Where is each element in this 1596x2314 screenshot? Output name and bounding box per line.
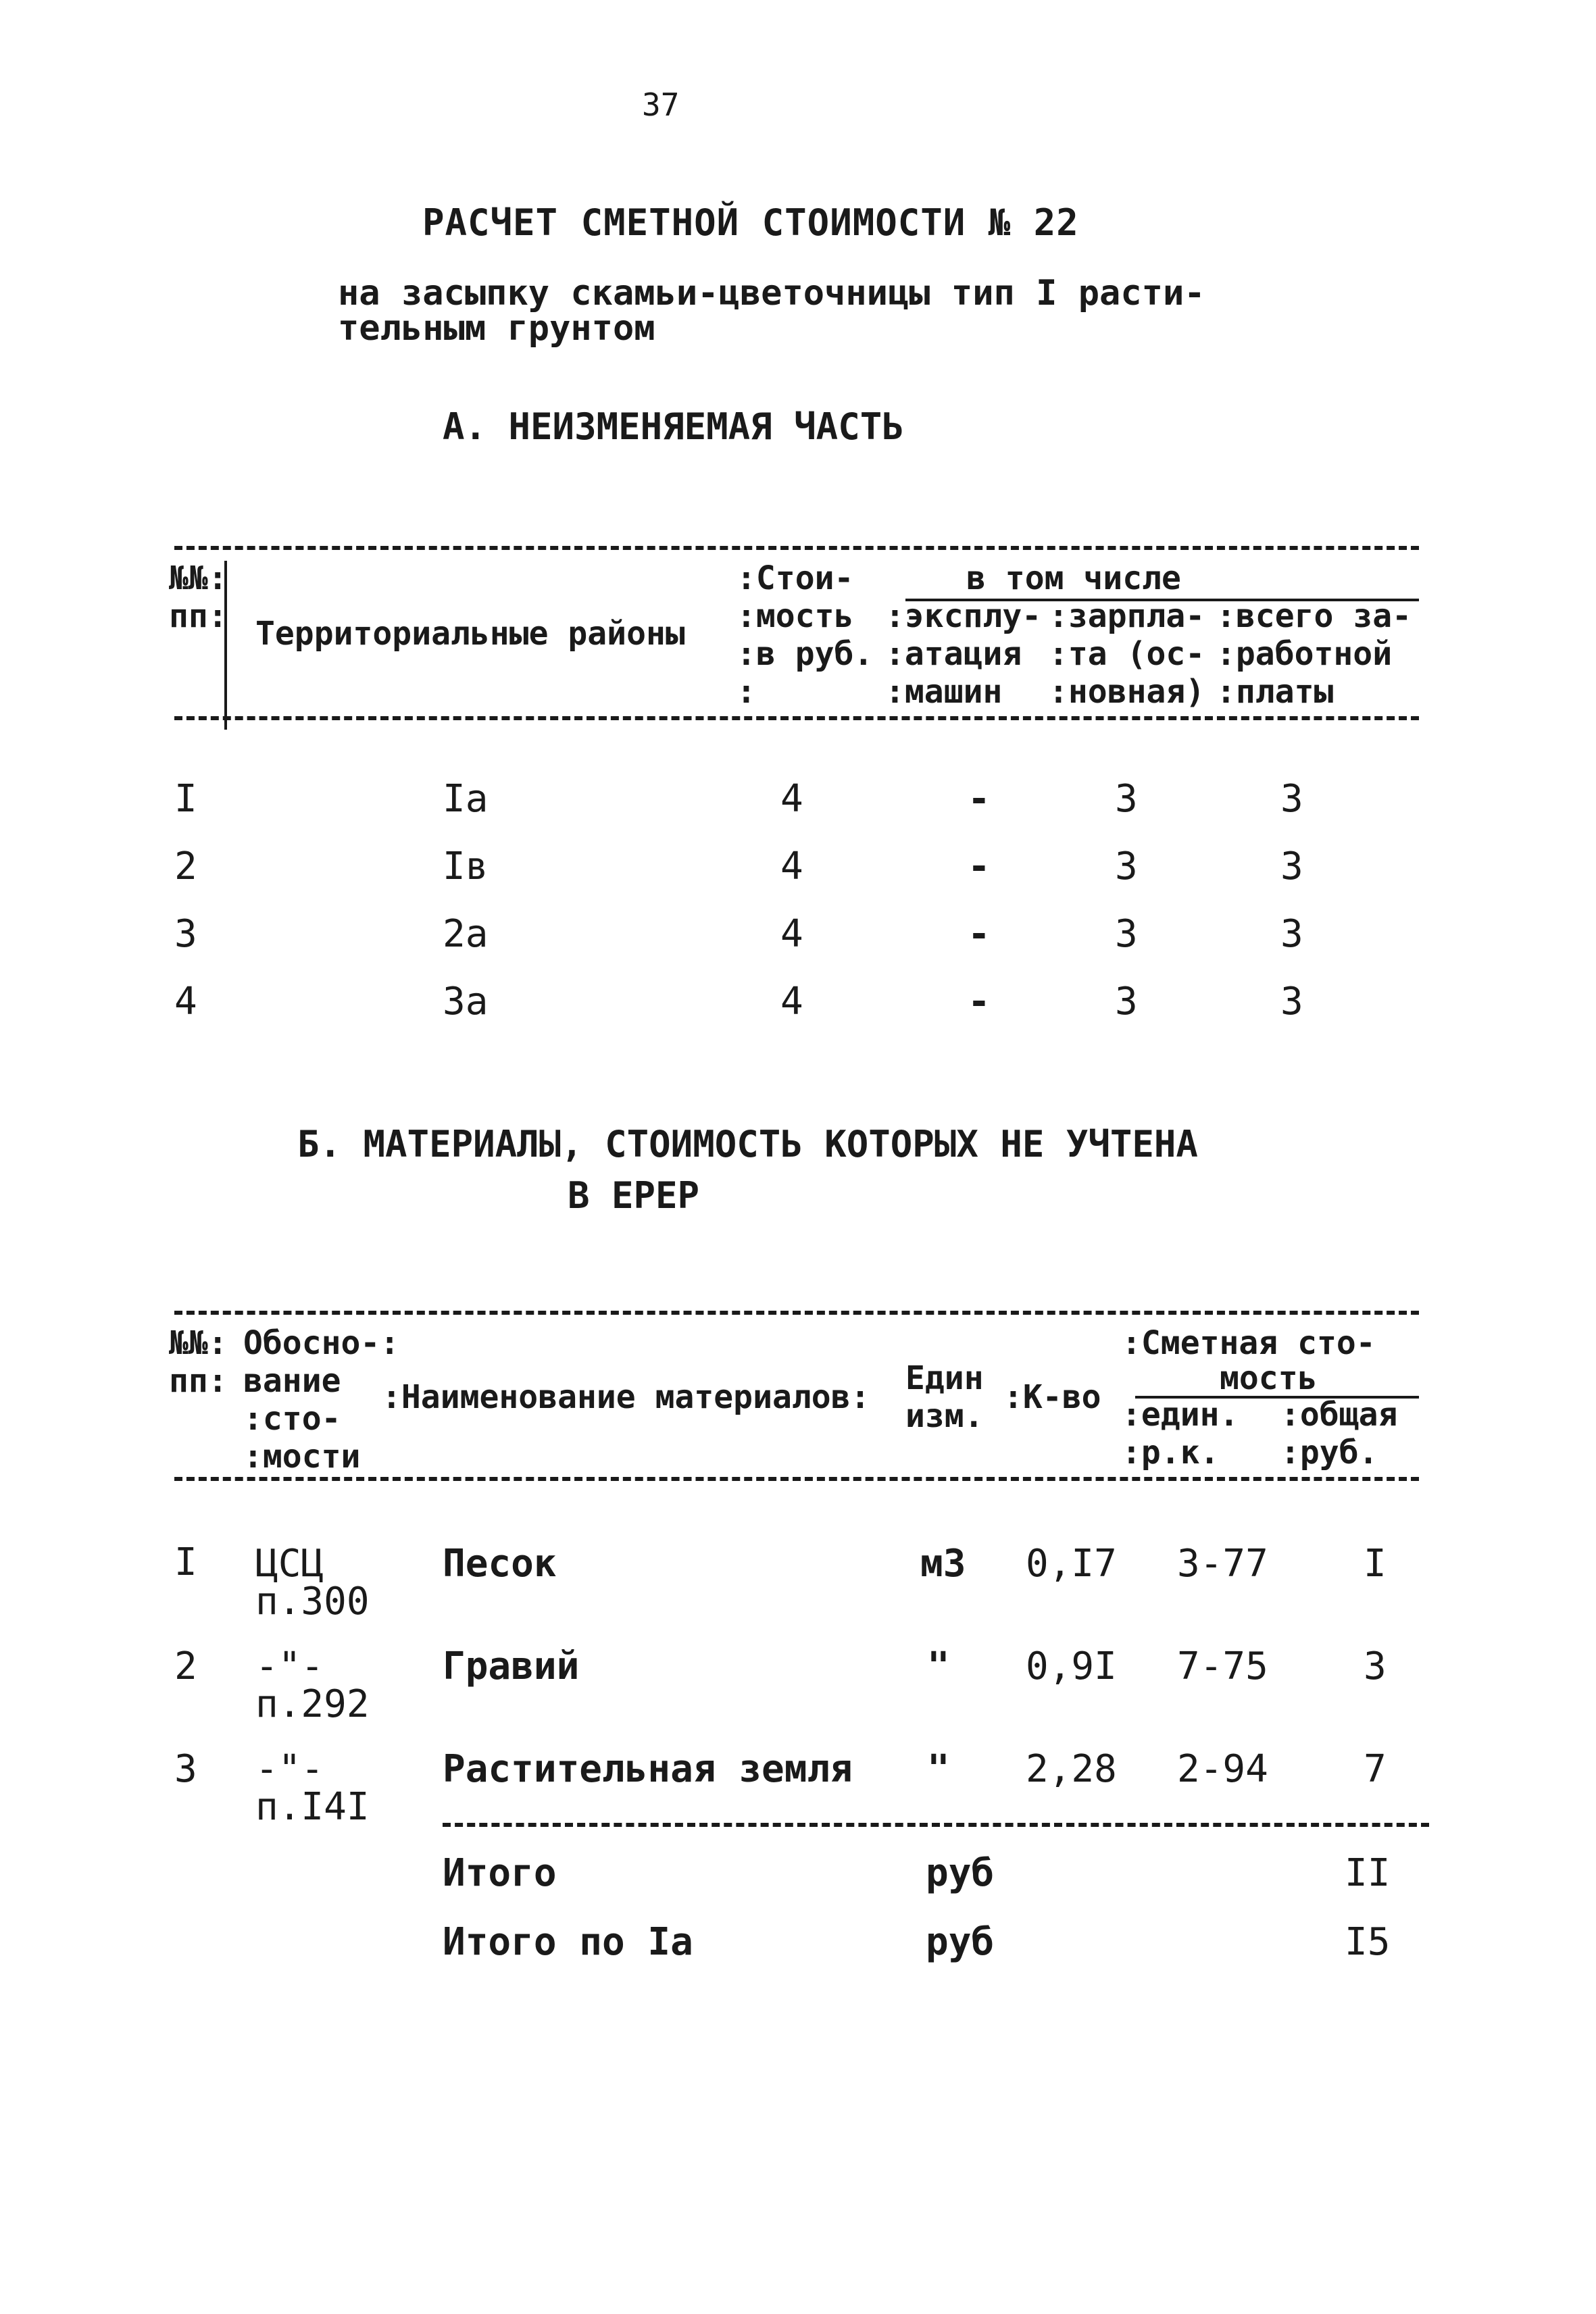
table-b-row-1-qty: 0,I7 (1026, 1542, 1117, 1586)
subtitle-line-2: тельным грунтом (338, 308, 655, 349)
table-b-row-3-total: 7 (1364, 1747, 1387, 1791)
table-a-row-3-total-wage: 3 (1280, 912, 1303, 956)
table-b-row-3-basis-2: п.I4I (255, 1785, 370, 1829)
table-b-row-3-qty: 2,28 (1026, 1747, 1117, 1791)
table-a-row-1-wage: 3 (1115, 777, 1138, 821)
table-a-row-2-wage: 3 (1115, 845, 1138, 888)
table-b-row-2-qty: 0,9I (1026, 1644, 1117, 1688)
table-b-row-1-basis-2: п.300 (255, 1580, 370, 1624)
table-a-row-1-district: Iа (443, 777, 489, 821)
table-a-row-4-district: 3а (443, 980, 489, 1024)
table-a-row-1-cost: 4 (780, 777, 803, 821)
table-a-header-in-total: в том числе (966, 559, 1181, 597)
table-b-row-1-price: 3-77 (1177, 1542, 1268, 1586)
table-a-row-2-cost: 4 (780, 845, 803, 888)
table-b-row-2-name: Гравий (443, 1644, 580, 1688)
section-a-heading: А. НЕИЗМЕНЯЕМАЯ ЧАСТЬ (443, 405, 904, 448)
table-b-header-basis: Обосно-: вание :сто- :мости (243, 1324, 400, 1476)
table-a-row-1-operation: - (968, 777, 991, 821)
table-a-header-cost: :Стои- :мость :в руб. : (737, 559, 874, 711)
table-a-row-3-num: 3 (174, 912, 197, 956)
total-ia-value: I5 (1345, 1920, 1391, 1964)
total-value: II (1345, 1851, 1391, 1895)
table-b-top-rule (174, 1311, 1419, 1315)
table-a-row-2-operation: - (968, 845, 991, 888)
subtitle-line-1: на засыпку скамьи-цветочницы тип I расти- (338, 273, 1205, 313)
table-b-row-3-unit: " (927, 1747, 950, 1791)
table-b-row-3-price: 2-94 (1177, 1747, 1268, 1791)
section-b-heading-line-1: Б. МАТЕРИАЛЫ, СТОИМОСТЬ КОТОРЫХ НЕ УЧТЕНА (297, 1123, 1198, 1165)
section-b-heading-line-2: В ЕРЕР (568, 1174, 700, 1217)
table-a-row-1-total-wage: 3 (1280, 777, 1303, 821)
page-title: РАСЧЕТ СМЕТНОЙ СТОИМОСТИ № 22 (422, 201, 1079, 244)
table-b-row-1-name: Песок (443, 1542, 557, 1586)
table-b-row-2-total: 3 (1364, 1644, 1387, 1688)
table-b-header-estimated: :Сметная сто- (1122, 1324, 1376, 1362)
table-a-header-wage: :зарпла- :та (ос- :новная) (1049, 597, 1205, 711)
table-b-header-qty: :К-во (1003, 1378, 1101, 1416)
table-b-totals-rule (443, 1823, 1429, 1827)
table-b-row-3-name: Растительная земля (443, 1747, 853, 1791)
table-a-row-2-total-wage: 3 (1280, 845, 1303, 888)
table-a-row-4-operation: - (968, 980, 991, 1024)
table-b-row-1-unit: м3 (920, 1542, 966, 1586)
table-b-row-2-basis-1: -"- (255, 1644, 324, 1688)
table-a-divider (224, 561, 227, 730)
table-a-row-3-cost: 4 (780, 912, 803, 956)
table-b-row-3-basis-1: -"- (255, 1747, 324, 1791)
table-b-row-2-num: 2 (174, 1644, 197, 1688)
table-a-row-4-num: 4 (174, 980, 197, 1024)
total-ia-unit: руб (926, 1920, 995, 1964)
table-a-header-num: №№: пп: (169, 559, 228, 635)
table-a-row-1-num: I (174, 777, 197, 821)
table-b-row-2-unit: " (927, 1644, 950, 1688)
table-a-row-3-wage: 3 (1115, 912, 1138, 956)
table-b-header-unit-price: :един. :р.к. (1122, 1396, 1239, 1472)
table-a-row-2-num: 2 (174, 845, 197, 888)
table-a-header-rule (174, 716, 1419, 720)
table-b-row-3-num: 3 (174, 1747, 197, 1791)
table-b-header-rule (174, 1477, 1419, 1481)
table-a-row-4-cost: 4 (780, 980, 803, 1024)
total-unit: руб (926, 1851, 995, 1895)
total-label: Итого (443, 1851, 557, 1895)
table-a-row-3-district: 2а (443, 912, 489, 956)
page-number: 37 (642, 86, 680, 123)
table-b-header-num: №№: пп: (169, 1324, 228, 1400)
table-a-row-4-wage: 3 (1115, 980, 1138, 1024)
table-a-header-district: Территориальные районы (255, 615, 685, 653)
table-a-row-3-operation: - (968, 912, 991, 956)
table-a-header-operation: :эксплу- :атация :машин (885, 597, 1042, 711)
table-a-row-4-total-wage: 3 (1280, 980, 1303, 1024)
table-a-top-rule (174, 546, 1419, 550)
table-b-row-2-price: 7-75 (1177, 1644, 1268, 1688)
table-b-row-1-num: I (174, 1540, 197, 1584)
table-b-row-1-total: I (1364, 1542, 1387, 1586)
table-a-header-total-wage: :всего за- :работной :платы (1216, 597, 1412, 711)
table-b-header-unit: Един изм. (905, 1359, 984, 1435)
table-b-header-name: :Наименование материалов: (382, 1378, 870, 1416)
table-b-row-1-basis-1: ЦСЦ (255, 1542, 324, 1586)
total-ia-label: Итого по Iа (443, 1920, 693, 1964)
table-a-row-2-district: Iв (443, 845, 489, 888)
table-b-header-total: :общая :руб. (1280, 1396, 1398, 1472)
table-b-header-estimated-2: мость (1220, 1359, 1318, 1397)
table-b-row-2-basis-2: п.292 (255, 1682, 370, 1726)
